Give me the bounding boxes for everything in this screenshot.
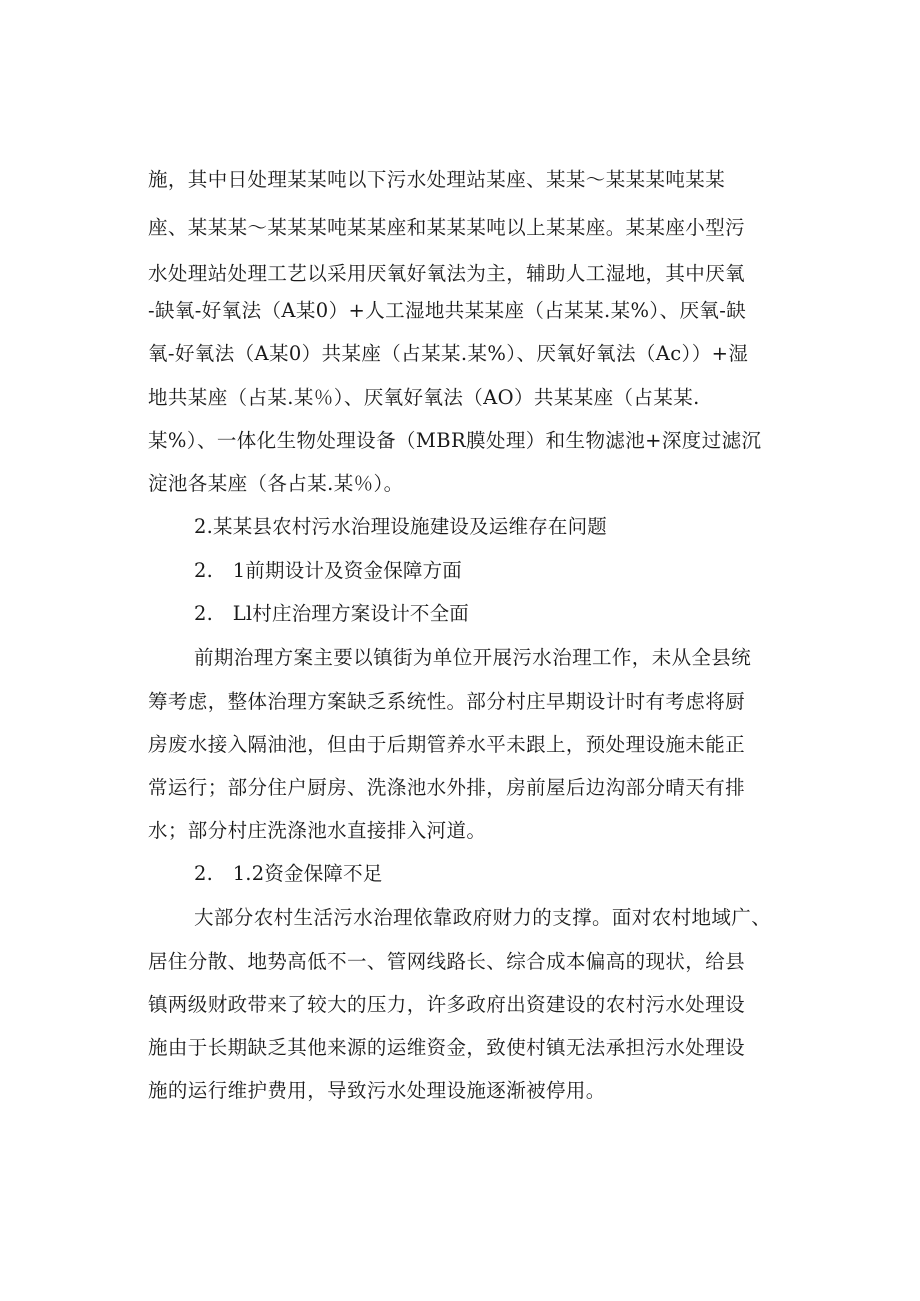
subsection-heading: 2. 1前期设计及资金保障方面 [194, 559, 463, 582]
paragraph-line: 水；部分村庄洗涤池水直接排入河道。 [148, 819, 487, 842]
paragraph-line: 大部分农村生活污水治理依靠政府财力的支撑。面对农村地域广、 [194, 906, 772, 929]
paragraph-line: 地共某座（占某.某％）、厌氧好氧法（AO）共某某座（占某某. [148, 386, 700, 409]
paragraph-line: -缺氧-好氧法（A某0）+人工湿地共某某座（占某某.某%）、厌氧-缺 [148, 299, 747, 322]
paragraph-line: 施由于长期缺乏其他来源的运维资金，致使村镇无法承担污水处理设 [148, 1036, 746, 1059]
section-heading: 2.某某县农村污水治理设施建设及运维存在问题 [194, 515, 608, 538]
subsubsection-heading: 2. Ll村庄治理方案设计不全面 [194, 602, 469, 625]
paragraph-line: 居住分散、地势高低不一、管网线路长、综合成本偏高的现状，给县 [148, 950, 746, 973]
paragraph-line: 淀池各某座（各占某.某％）。 [148, 472, 404, 495]
paragraph-line: 房废水接入隔油池，但由于后期管养水平未跟上，预处理设施未能正 [148, 733, 746, 756]
paragraph-line: 某%）、一体化生物处理设备（MBR膜处理）和生物滤池+深度过滤沉 [148, 429, 762, 452]
paragraph-line: 氧-好氧法（A某0）共某座（占某某.某%）、厌氧好氧法（Ac））+湿 [148, 342, 749, 365]
paragraph-line: 前期治理方案主要以镇街为单位开展污水治理工作，未从全县统 [194, 646, 752, 669]
paragraph-line: 座、某某某～某某某吨某某座和某某某吨以上某某座。某某座小型污 [148, 216, 746, 239]
paragraph-line: 筹考虑，整体治理方案缺乏系统性。部分村庄早期设计时有考虑将厨 [148, 690, 746, 713]
paragraph-line: 施的运行维护费用，导致污水处理设施逐渐被停用。 [148, 1079, 606, 1102]
paragraph-line: 施，其中日处理某某吨以下污水处理站某座、某某～某某某吨某某 [148, 168, 726, 191]
paragraph-line: 水处理站处理工艺以采用厌氧好氧法为主，辅助人工湿地，其中厌氧 [148, 262, 746, 285]
paragraph-line: 镇两级财政带来了较大的压力，许多政府出资建设的农村污水处理设 [148, 993, 746, 1016]
subsubsection-heading: 2. 1.2资金保障不足 [194, 862, 383, 885]
paragraph-line: 常运行；部分住户厨房、洗涤池水外排，房前屋后边沟部分晴天有排 [148, 776, 746, 799]
